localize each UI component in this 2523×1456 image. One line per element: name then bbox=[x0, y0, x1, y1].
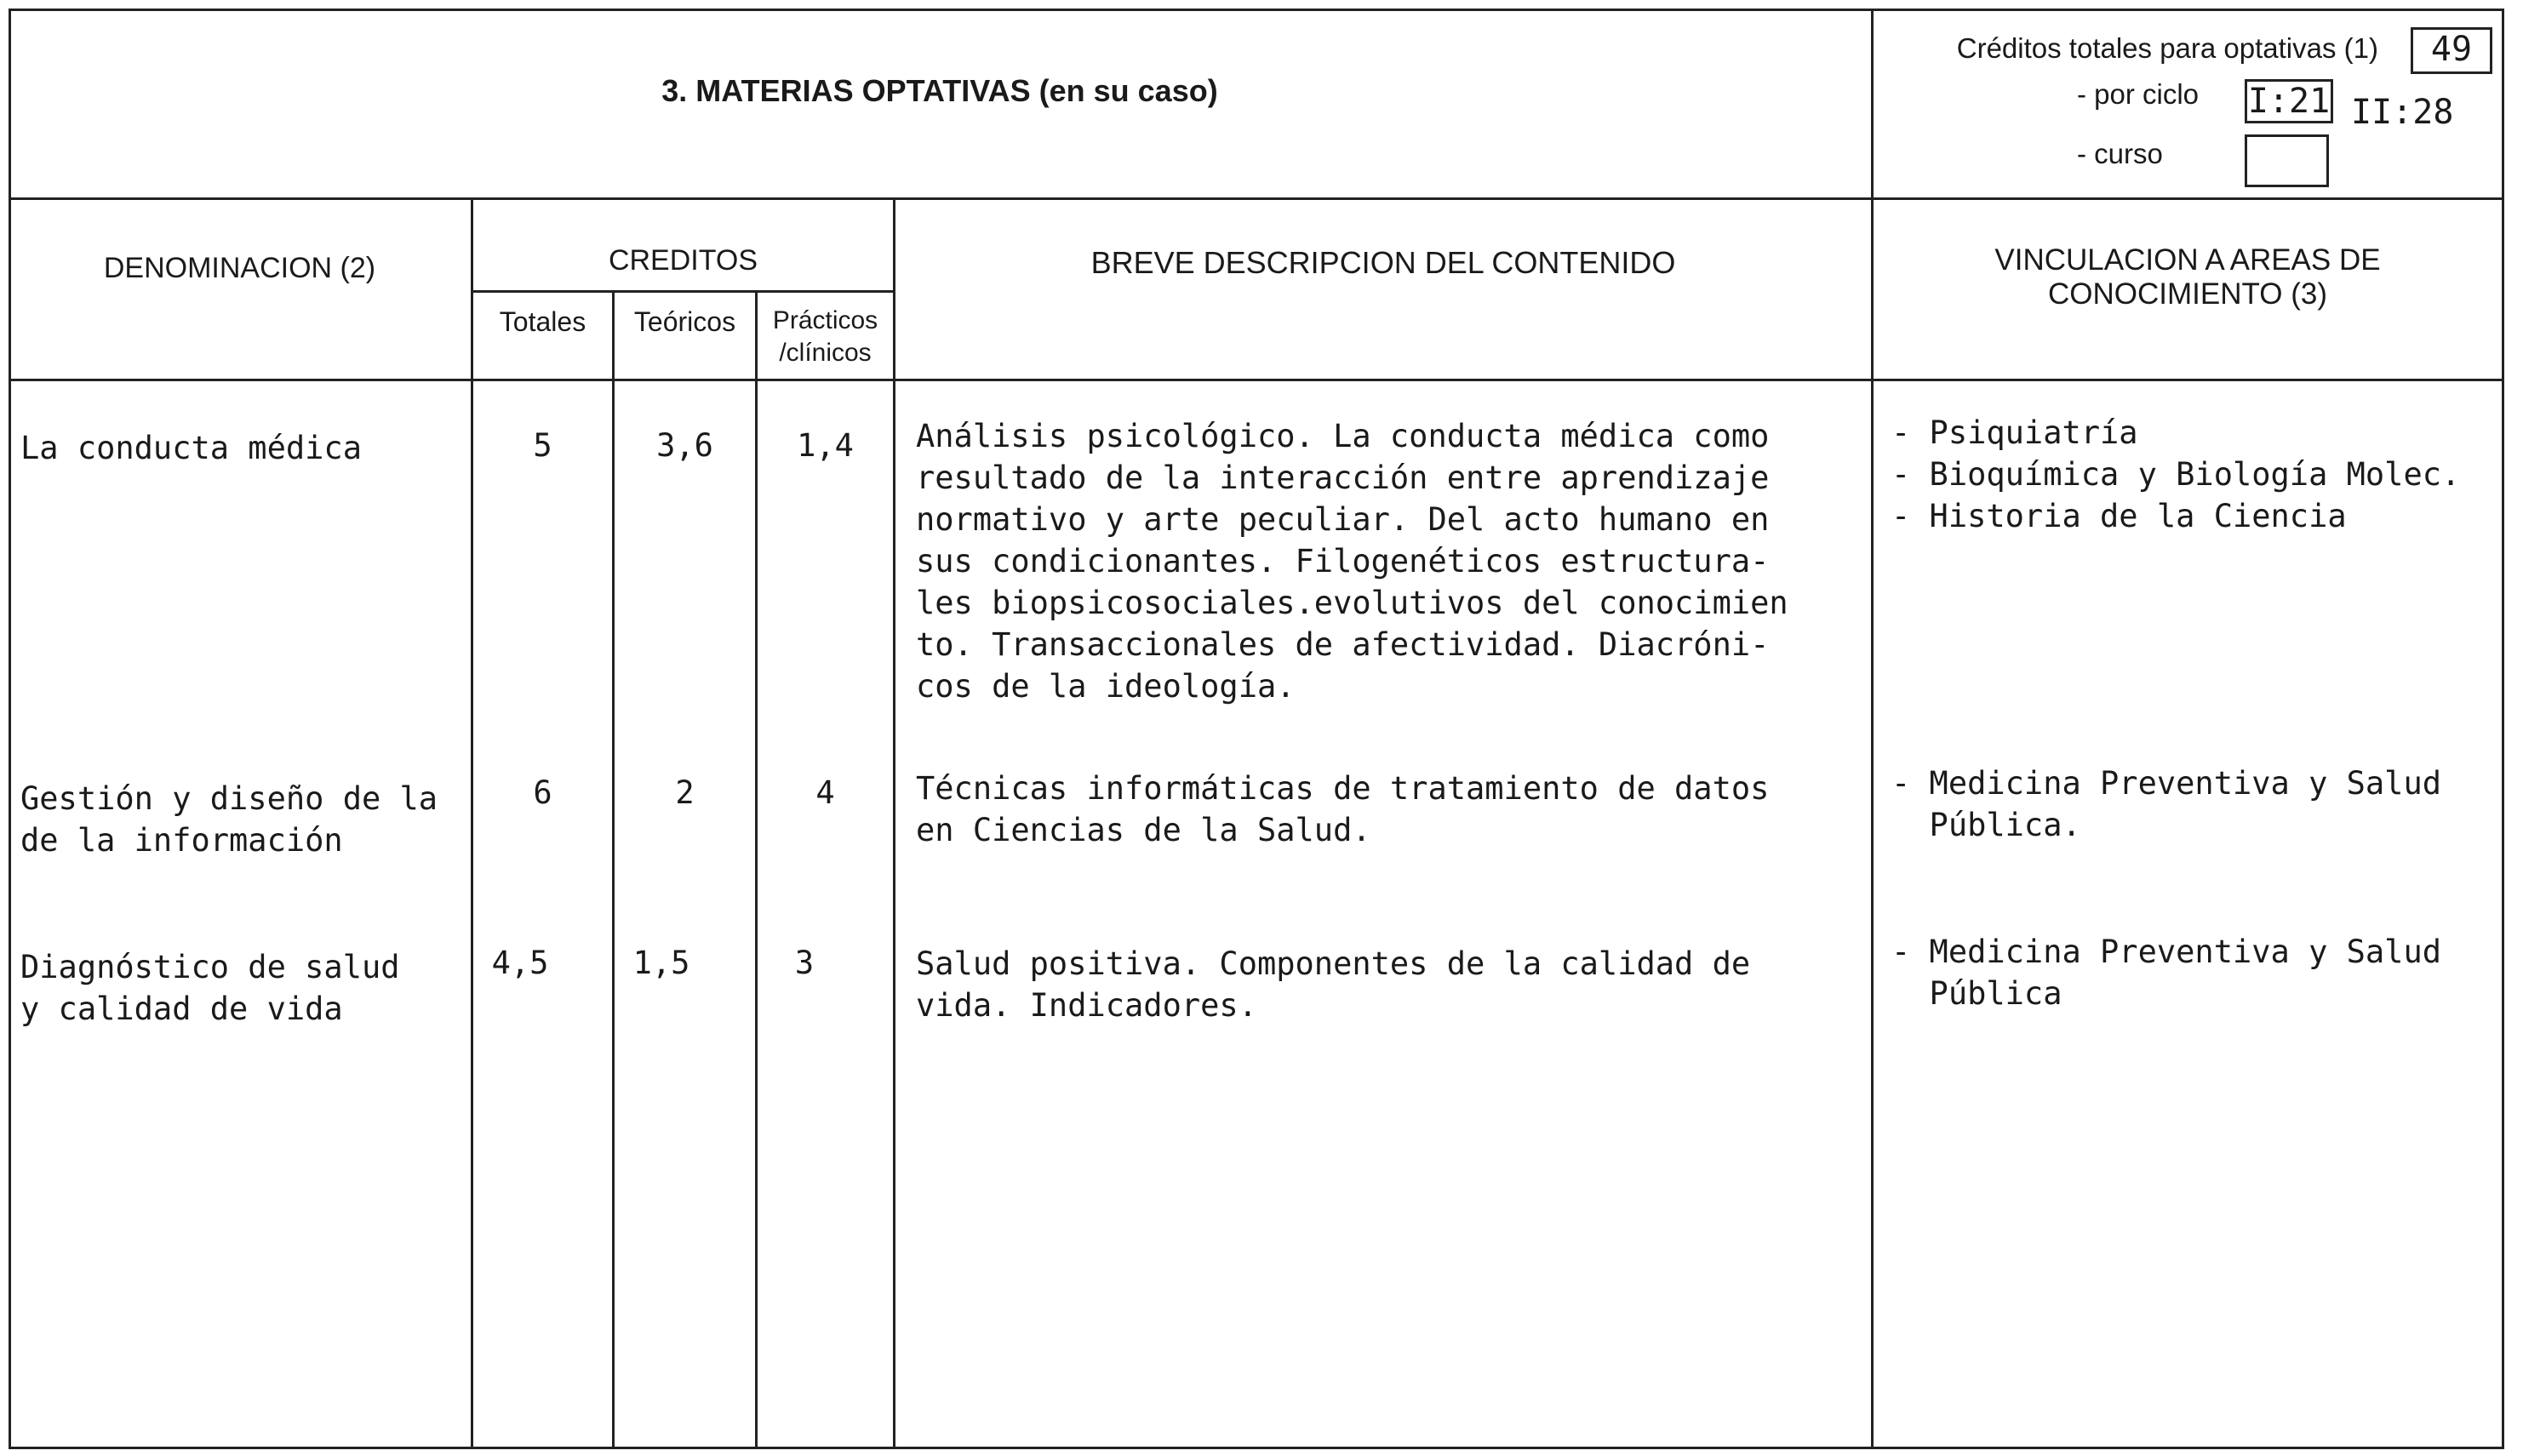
row-3-descripcion: Salud positiva. Componentes de la calidad de vida. Indicadores. bbox=[916, 945, 1751, 1024]
creditos-subheader-divider bbox=[473, 290, 895, 293]
row-1-totales: 5 bbox=[533, 427, 552, 464]
row-3-areas: - Medicina Preventiva y Salud Pública bbox=[1891, 934, 2442, 1012]
ciclo-extra-value: II:28 bbox=[2351, 93, 2454, 132]
table-right-border bbox=[2502, 9, 2504, 1449]
ciclo-value: I:21 bbox=[2247, 82, 2331, 121]
column-header-vinculacion-line2: CONOCIMIENTO (3) bbox=[2048, 277, 2327, 311]
denominacion-column-divider bbox=[471, 197, 473, 1449]
row-3-teoricos: 1,5 bbox=[632, 945, 690, 981]
row-3-practicos: 3 bbox=[794, 945, 815, 981]
total-credits-label: Créditos totales para optativas (1) bbox=[1956, 32, 2378, 64]
column-header-totales: Totales bbox=[499, 306, 586, 337]
header-bottom-border bbox=[9, 197, 2504, 200]
curso-label: - curso bbox=[2077, 138, 2163, 169]
totales-column-divider bbox=[612, 290, 615, 1449]
row-3-totales: 4,5 bbox=[491, 945, 549, 981]
column-header-creditos: CREDITOS bbox=[608, 244, 758, 277]
table-left-border bbox=[9, 9, 11, 1449]
row-2-descripcion: Técnicas informáticas de tratamiento de datos en Ciencias de la Salud. bbox=[916, 770, 1770, 848]
column-header-denominacion: DENOMINACION (2) bbox=[103, 252, 376, 284]
row-2-practicos: 4 bbox=[815, 774, 835, 811]
creditos-column-divider bbox=[893, 197, 895, 1449]
column-header-practicos: Prácticos bbox=[772, 306, 878, 334]
row-1-teoricos: 3,6 bbox=[656, 427, 713, 464]
column-header-descripcion: BREVE DESCRIPCION DEL CONTENIDO bbox=[1090, 245, 1676, 280]
row-1-practicos: 1,4 bbox=[797, 427, 854, 464]
column-header-clinicos: /clínicos bbox=[779, 339, 872, 367]
row-2-totales: 6 bbox=[533, 774, 552, 811]
header-area-divider bbox=[1871, 9, 1874, 1449]
column-header-vinculacion-line1: VINCULACION A AREAS DE bbox=[1994, 243, 2381, 277]
row-3-denominacion: Diagnóstico de salud y calidad de vida bbox=[20, 949, 400, 1027]
row-2-denominacion: Gestión y diseño de la de la información bbox=[20, 780, 438, 859]
section-title: 3. MATERIAS OPTATIVAS (en su caso) bbox=[661, 73, 1218, 108]
curso-box bbox=[2245, 134, 2329, 187]
row-2-areas: - Medicina Preventiva y Salud Pública. bbox=[1891, 765, 2442, 843]
row-2-teoricos: 2 bbox=[675, 774, 695, 811]
row-1-areas: - Psiquiatría - Bioquímica y Biología Molec. - Historia de la Ciencia bbox=[1891, 414, 2461, 534]
table-bottom-border bbox=[9, 1447, 2504, 1449]
column-header-teoricos: Teóricos bbox=[633, 306, 736, 337]
column-header-bottom-border bbox=[9, 379, 2504, 381]
por-ciclo-label: - por ciclo bbox=[2077, 78, 2200, 110]
total-credits-value: 49 bbox=[2430, 30, 2473, 69]
row-1-denominacion: La conducta médica bbox=[20, 430, 362, 466]
teoricos-column-divider bbox=[755, 290, 758, 1449]
row-1-descripcion: Análisis psicológico. La conducta médica como resultado de la interacción entre aprendizaje normativo y arte peculiar. Del acto humano en sus condicionantes. Filogenéticos estructura- les biopsicosociales.evolutivos del conocimien to. Transaccionales de afectividad. Diacróni- cos de la ideología. bbox=[916, 418, 1788, 705]
table-top-border bbox=[9, 9, 2504, 11]
